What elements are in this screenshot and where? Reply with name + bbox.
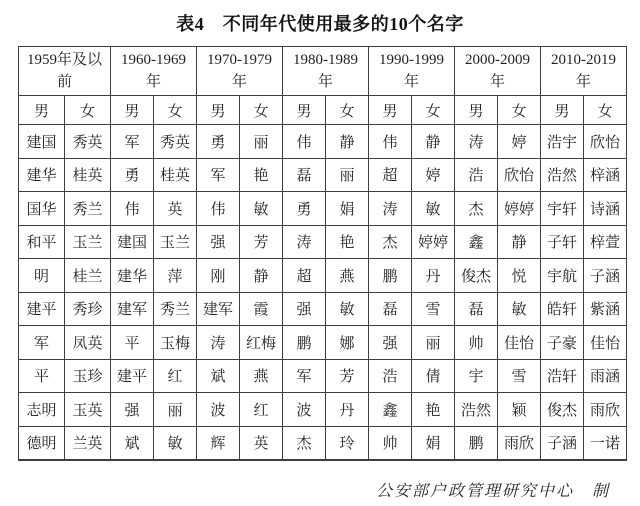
- name-cell: 娟: [326, 192, 369, 226]
- name-cell: 艳: [240, 158, 283, 192]
- name-cell: 欣怡: [584, 125, 627, 159]
- decade-label-line1: 1959年及以: [26, 52, 102, 68]
- name-cell: 鹏: [455, 426, 498, 460]
- name-cell: 佳怡: [584, 326, 627, 360]
- name-cell: 宇航: [541, 259, 584, 293]
- name-cell: 建华: [111, 259, 154, 293]
- name-cell: 燕: [240, 359, 283, 393]
- name-cell: 丽: [412, 326, 455, 360]
- name-cell: 勇: [111, 158, 154, 192]
- name-cell: 佳怡: [498, 326, 541, 360]
- name-cell: 鹏: [283, 326, 326, 360]
- name-cell: 雪: [412, 292, 455, 326]
- name-cell: 子轩: [541, 225, 584, 259]
- name-cell: 波: [283, 393, 326, 427]
- name-cell: 志明: [19, 393, 65, 427]
- name-cell: 霞: [240, 292, 283, 326]
- name-cell: 红: [154, 359, 197, 393]
- name-cell: 杰: [369, 225, 412, 259]
- name-cell: 浩轩: [541, 359, 584, 393]
- name-cell: 静: [498, 225, 541, 259]
- name-cell: 雨欣: [584, 393, 627, 427]
- table-row: [19, 225, 627, 259]
- name-cell: 宇轩: [541, 192, 584, 226]
- name-cell: 静: [412, 125, 455, 159]
- name-cell: 静: [326, 125, 369, 159]
- decade-label-line1: 1960-1969: [121, 52, 186, 68]
- name-cell: 紫涵: [584, 292, 627, 326]
- name-cell: 艳: [326, 225, 369, 259]
- gender-header-cell: 女: [498, 96, 541, 125]
- name-cell: 芳: [240, 225, 283, 259]
- name-cell: 建平: [111, 359, 154, 393]
- name-cell: 娜: [326, 326, 369, 360]
- decade-header-cell: [19, 47, 111, 96]
- name-cell: 秀英: [154, 125, 197, 159]
- name-cell: 建国: [19, 125, 65, 159]
- name-cell: 磊: [283, 158, 326, 192]
- name-cell: 宇: [455, 359, 498, 393]
- decade-label-line1: 1980-1989: [293, 52, 358, 68]
- gender-header-cell: 女: [65, 96, 111, 125]
- table-row: [19, 326, 627, 360]
- name-cell: 浩然: [541, 158, 584, 192]
- name-cell: 秀珍: [65, 292, 111, 326]
- name-cell: 婷婷: [498, 192, 541, 226]
- name-cell: 梓涵: [584, 158, 627, 192]
- name-cell: 秀兰: [154, 292, 197, 326]
- name-cell: 丽: [240, 125, 283, 159]
- name-cell: 超: [369, 158, 412, 192]
- name-cell: 敏: [240, 192, 283, 226]
- name-cell: 玉兰: [154, 225, 197, 259]
- decade-label-line1: 1990-1999: [379, 52, 444, 68]
- name-cell: 杰: [455, 192, 498, 226]
- decade-header-row: [19, 47, 627, 96]
- name-cell: 建华: [19, 158, 65, 192]
- credit-line: 公安部户政管理研究中心 制: [375, 483, 610, 500]
- gender-header-cell: 女: [240, 96, 283, 125]
- name-cell: 军: [19, 326, 65, 360]
- name-cell: 浩: [455, 158, 498, 192]
- name-cell: 雪: [498, 359, 541, 393]
- table-row: [19, 426, 627, 460]
- name-cell: 英: [154, 192, 197, 226]
- name-cell: 丹: [326, 393, 369, 427]
- name-cell: 雨涵: [584, 359, 627, 393]
- name-cell: 一诺: [584, 426, 627, 460]
- name-cell: 婷: [498, 125, 541, 159]
- name-cell: 红梅: [240, 326, 283, 360]
- name-cell: 子涵: [584, 259, 627, 293]
- name-cell: 丽: [154, 393, 197, 427]
- name-cell: 桂兰: [65, 259, 111, 293]
- name-cell: 红: [240, 393, 283, 427]
- name-cell: 建平: [19, 292, 65, 326]
- name-cell: 德明: [19, 426, 65, 460]
- table-row: [19, 359, 627, 393]
- name-cell: 平: [19, 359, 65, 393]
- name-cell: 建国: [111, 225, 154, 259]
- name-cell: 伟: [111, 192, 154, 226]
- name-cell: 伟: [197, 192, 240, 226]
- name-cell: 桂英: [65, 158, 111, 192]
- name-cell: 玉兰: [65, 225, 111, 259]
- name-cell: 和平: [19, 225, 65, 259]
- name-cell: 鑫: [369, 393, 412, 427]
- table-row: [19, 259, 627, 293]
- name-cell: 超: [283, 259, 326, 293]
- table-row: [19, 393, 627, 427]
- names-table: [18, 46, 627, 461]
- decade-header-cell: [111, 47, 197, 96]
- decade-label-line1: 2010-2019: [551, 52, 616, 68]
- name-cell: 丹: [412, 259, 455, 293]
- name-cell: 敏: [498, 292, 541, 326]
- name-cell: 辉: [197, 426, 240, 460]
- name-cell: 军: [111, 125, 154, 159]
- name-cell: 英: [240, 426, 283, 460]
- gender-header-cell: 女: [584, 96, 627, 125]
- decade-label-line2: 年: [489, 74, 505, 90]
- name-cell: 燕: [326, 259, 369, 293]
- name-cell: 国华: [19, 192, 65, 226]
- gender-header-cell: 男: [455, 96, 498, 125]
- name-cell: 勇: [283, 192, 326, 226]
- name-cell: 军: [283, 359, 326, 393]
- gender-header-cell: 女: [326, 96, 369, 125]
- decade-label-line1: 2000-2009: [465, 52, 530, 68]
- gender-header-cell: 男: [369, 96, 412, 125]
- name-cell: 磊: [369, 292, 412, 326]
- decade-label-line2: 年: [403, 74, 419, 90]
- name-cell: 倩: [412, 359, 455, 393]
- name-cell: 玲: [326, 426, 369, 460]
- name-cell: 兰英: [65, 426, 111, 460]
- name-cell: 强: [197, 225, 240, 259]
- name-cell: 子豪: [541, 326, 584, 360]
- name-cell: 帅: [369, 426, 412, 460]
- name-cell: 秀兰: [65, 192, 111, 226]
- name-cell: 玉梅: [154, 326, 197, 360]
- table-row: [19, 125, 627, 159]
- name-cell: 明: [19, 259, 65, 293]
- name-cell: 婷: [412, 158, 455, 192]
- decade-header-cell: [541, 47, 627, 96]
- name-cell: 颖: [498, 393, 541, 427]
- names-table-body: [19, 125, 627, 460]
- name-cell: 敏: [326, 292, 369, 326]
- name-cell: 敏: [154, 426, 197, 460]
- name-cell: 涛: [369, 192, 412, 226]
- name-cell: 强: [111, 393, 154, 427]
- decade-header-cell: [455, 47, 541, 96]
- name-cell: 悦: [498, 259, 541, 293]
- name-cell: 磊: [455, 292, 498, 326]
- table-row: [19, 192, 627, 226]
- name-cell: 浩然: [455, 393, 498, 427]
- name-cell: 涛: [197, 326, 240, 360]
- name-cell: 伟: [369, 125, 412, 159]
- name-cell: 诗涵: [584, 192, 627, 226]
- decade-label-line1: 1970-1979: [207, 52, 272, 68]
- gender-header-row: [19, 96, 627, 125]
- name-cell: 雨欣: [498, 426, 541, 460]
- table-row: [19, 292, 627, 326]
- gender-header-cell: 女: [154, 96, 197, 125]
- gender-header-cell: 男: [283, 96, 326, 125]
- name-cell: 梓萱: [584, 225, 627, 259]
- name-cell: 勇: [197, 125, 240, 159]
- name-cell: 欣怡: [498, 158, 541, 192]
- name-cell: 玉珍: [65, 359, 111, 393]
- name-cell: 平: [111, 326, 154, 360]
- name-cell: 刚: [197, 259, 240, 293]
- decade-label-line2: 年: [231, 74, 247, 90]
- name-cell: 敏: [412, 192, 455, 226]
- name-cell: 皓轩: [541, 292, 584, 326]
- name-cell: 玉英: [65, 393, 111, 427]
- name-cell: 涛: [283, 225, 326, 259]
- name-cell: 涛: [455, 125, 498, 159]
- gender-header-cell: 男: [111, 96, 154, 125]
- decade-label-line2: 前: [56, 74, 72, 90]
- name-cell: 俊杰: [541, 393, 584, 427]
- gender-header-cell: 女: [412, 96, 455, 125]
- name-cell: 俊杰: [455, 259, 498, 293]
- name-cell: 凤英: [65, 326, 111, 360]
- name-cell: 军: [197, 158, 240, 192]
- table-title: 表4 不同年代使用最多的10个名字: [176, 14, 464, 34]
- name-cell: 娟: [412, 426, 455, 460]
- gender-header-cell: 男: [19, 96, 65, 125]
- decade-header-cell: [197, 47, 283, 96]
- name-cell: 丽: [326, 158, 369, 192]
- name-cell: 艳: [412, 393, 455, 427]
- name-cell: 斌: [197, 359, 240, 393]
- name-cell: 鹏: [369, 259, 412, 293]
- name-cell: 建军: [111, 292, 154, 326]
- name-cell: 强: [283, 292, 326, 326]
- gender-header-cell: 男: [541, 96, 584, 125]
- name-cell: 鑫: [455, 225, 498, 259]
- name-cell: 伟: [283, 125, 326, 159]
- name-cell: 斌: [111, 426, 154, 460]
- name-cell: 浩: [369, 359, 412, 393]
- decade-header-cell: [283, 47, 369, 96]
- name-cell: 萍: [154, 259, 197, 293]
- decade-label-line2: 年: [575, 74, 591, 90]
- table-row: [19, 158, 627, 192]
- decade-label-line2: 年: [145, 74, 161, 90]
- name-cell: 浩宇: [541, 125, 584, 159]
- name-cell: 帅: [455, 326, 498, 360]
- name-cell: 建军: [197, 292, 240, 326]
- name-cell: 强: [369, 326, 412, 360]
- decade-label-line2: 年: [317, 74, 333, 90]
- decade-header-cell: [369, 47, 455, 96]
- gender-header-cell: 男: [197, 96, 240, 125]
- name-cell: 桂英: [154, 158, 197, 192]
- name-cell: 波: [197, 393, 240, 427]
- name-cell: 杰: [283, 426, 326, 460]
- name-cell: 芳: [326, 359, 369, 393]
- name-cell: 秀英: [65, 125, 111, 159]
- name-cell: 静: [240, 259, 283, 293]
- name-cell: 子涵: [541, 426, 584, 460]
- name-cell: 婷婷: [412, 225, 455, 259]
